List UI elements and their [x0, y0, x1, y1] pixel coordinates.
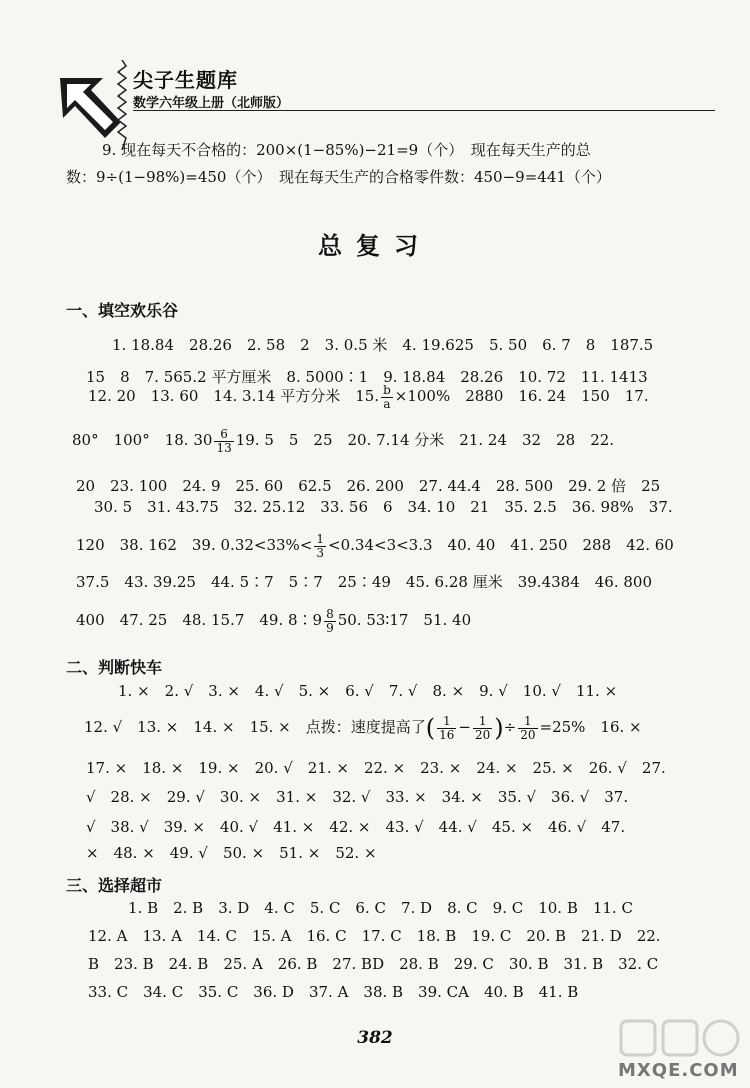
fill-line-3: [88, 376, 649, 416]
fill-line-7-a: 120 38. 162 39. 0.32<33%<: [76, 536, 313, 554]
watermark-url: MXQE.COM: [618, 1060, 739, 1081]
intro-line-1: 9. 现在每天不合格的：200×(1−85%)−21=9（个） 现在每天生产的总: [102, 141, 591, 159]
fill-line-9-b: 50. 53∶17 51. 40: [337, 611, 472, 629]
fraction-6-over-13: $\frac{6}{13}$: [216, 426, 232, 455]
fill-line-2: 15 8 7. 565.2 平方厘米 8. 5000∶1 9. 18.84 28.26 10. 72 11. 1413: [86, 368, 648, 386]
arrow-logo-icon: [55, 70, 125, 150]
judge-line-1: 1. × 2. √ 3. × 4. √ 5. × 6. √ 7. √ 8. × 9. √ 10. √ 11. ×: [118, 682, 618, 700]
fill-line-8: 37.5 43. 39.25 44. 5∶7 5∶7 25∶49 45. 6.28 厘米 39.4384 46. 800: [76, 573, 653, 591]
section-judge-heading: 二、判断快车: [66, 658, 163, 677]
fill-line-4: [72, 420, 614, 460]
fill-line-4-b: 19. 5 5 25 20. 7.14 分米 21. 24 32 28 22.: [235, 431, 615, 449]
fill-line-4-a: 80° 100° 18. 30: [72, 431, 213, 449]
fill-line-3-b: ×100% 2880 16. 24 150 17.: [394, 387, 649, 405]
fraction-8-over-9: $\frac{8}{9}$: [326, 606, 334, 635]
fill-line-7-b: <0.34<3<3.3 40. 40 41. 250 288 42. 60: [328, 536, 674, 554]
fraction-1-over-20-b: $\frac{1}{20}$: [520, 713, 536, 742]
page-title: 总复习: [318, 232, 432, 260]
judge-line-3: 17. × 18. × 19. × 20. √ 21. × 22. × 23. × 24. × 25. × 26. √ 27.: [86, 759, 666, 777]
fraction-1-over-20: $\frac{1}{20}$: [475, 713, 491, 742]
zigzag-divider: [117, 60, 127, 150]
judge-line-6: × 48. × 49. √ 50. × 51. × 52. ×: [86, 844, 377, 862]
judge-line-2: 12. √ 13. × 14. × 15. × 点拨：速度提高了( $\frac{1}{16}$ − $\frac{1}{20}$ )÷ $\frac{1}{20}$ =25% 16. ×: [84, 713, 642, 742]
choice-line-2: 12. A 13. A 14. C 15. A 16. C 17. C 18. B 19. C 20. B 21. D 22.: [88, 927, 661, 945]
fill-line-3-a: 12. 20 13. 60 14. 3.14 平方分米 15.: [88, 387, 380, 405]
fraction-1-over-3: $\frac{1}{3}$: [316, 531, 325, 560]
fraction-b-over-a: $\frac{b}{a}$: [383, 382, 391, 411]
page-number: 382: [357, 1028, 393, 1048]
judge-line-2-a: 12. √ 13. × 14. × 15. × 点拨：速度提高了: [84, 718, 426, 736]
section-fill-heading: 一、填空欢乐谷: [66, 301, 179, 320]
fill-line-6: 30. 5 31. 43.75 32. 25.12 33. 56 6 34. 10 21 35. 2.5 36. 98% 37.: [94, 498, 673, 516]
judge-line-4: √ 28. × 29. √ 30. × 31. × 32. √ 33. × 34. × 35. √ 36. √ 37.: [86, 788, 629, 806]
section-choice-heading: 三、选择超市: [66, 876, 163, 895]
fill-line-7: [76, 525, 674, 565]
judge-line-5: √ 38. √ 39. × 40. √ 41. × 42. × 43. √ 44. √ 45. × 46. √ 47.: [86, 818, 626, 836]
choice-line-1: 1. B 2. B 3. D 4. C 5. C 6. C 7. D 8. C 9. C 10. B 11. C: [128, 899, 633, 917]
fill-line-5: 20 23. 100 24. 9 25. 60 62.5 26. 200 27. 44.4 28. 500 29. 2 倍 25: [76, 477, 661, 495]
book-subtitle: 数学六年级上册（北师版）: [133, 96, 290, 111]
choice-line-3: B 23. B 24. B 25. A 26. B 27. BD 28. B 29. C 30. B 31. B 32. C: [88, 955, 659, 973]
header-rule: [133, 110, 715, 111]
fill-line-1: 1. 18.84 28.26 2. 58 2 3. 0.5 米 4. 19.625 5. 50 6. 7 8 187.5: [112, 336, 654, 354]
fill-line-9-a: 400 47. 25 48. 15.7 49. 8∶9: [76, 611, 323, 629]
judge-line-2-b: =25% 16. ×: [539, 718, 642, 736]
fraction-1-over-16: $\frac{1}{16}$: [439, 713, 455, 742]
fill-line-9: [76, 600, 471, 640]
brand-title: 尖子生题库: [133, 68, 238, 92]
intro-line-2: 数：9÷(1−98%)=450（个） 现在每天生产的合格零件数：450−9=441（个）: [66, 168, 611, 186]
choice-line-4: 33. C 34. C 35. C 36. D 37. A 38. B 39. CA 40. B 41. B: [88, 983, 579, 1001]
